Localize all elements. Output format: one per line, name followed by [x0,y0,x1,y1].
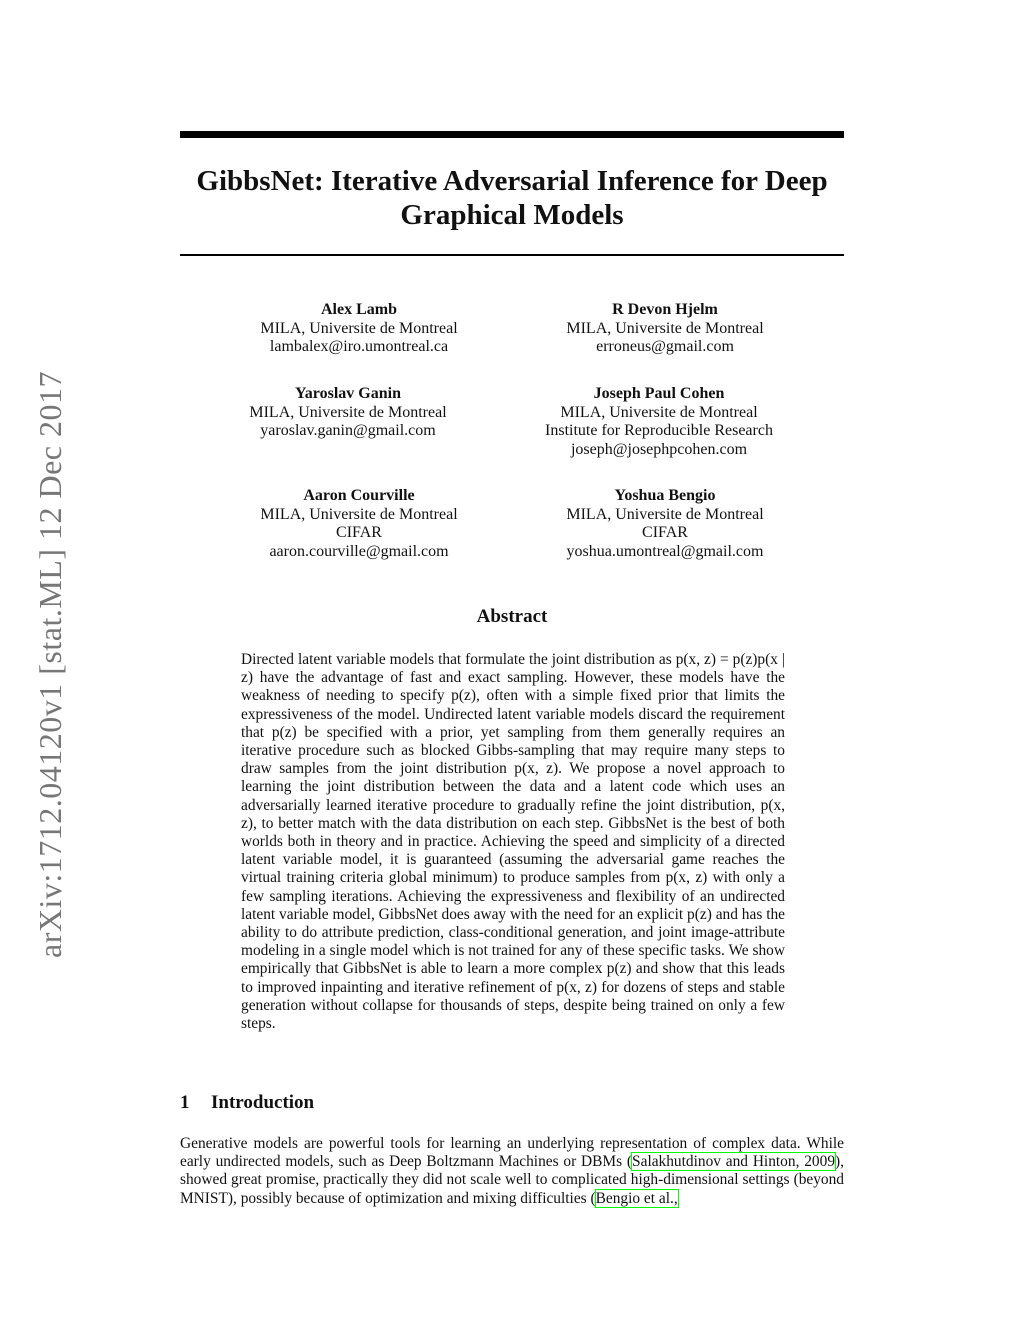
intro-text-part-2: ), showed great promise, practically they did not scale well to complicated high-dimensional settings (beyond MNIST), possibly because of optimization and mixing difficulties ( [180,1153,844,1207]
author-institute: Institute for Reproducible Research [545,422,773,439]
title-rule-bottom [180,254,844,256]
section-title: Introduction [211,1092,315,1113]
abstract-text: Directed latent variable models that formulate the joint distribution as p(x, z) = p(z)p(x | z) have the advantage of fast and exact sampling. However, these models have the weakness of needing to specify p(z), often with a simple fixed prior that limits the expressiveness of the model. Undirected latent variable models discard the requirement that p(z) be specified with a prior, yet sampling from them generally requires an iterative procedure such as blocked Gibbs-sampling that may require many steps to draw samples from the joint distribution p(x, z). We propose a novel approach to learning the joint distribution between the data and a latent code which uses an adversarially learned iterative procedure to gradually refine the joint distribution, p(x, z), to better match with the data distribution on each step. GibbsNet is the best of both worlds both in theory and in practice. Achieving the speed and simplicity of a directed latent variable model, it is guaranteed (assuming the adversarial game reaches the virtual training criteria global minimum) to produce samples from p(x, z) with only a few sampling iterations. Achieving the expressiveness and flexibility of an undirected latent variable model, GibbsNet does away with the need for an explicit p(z) and has the ability to do attribute prediction, class-conditional generation, and joint image-attribute modeling in a single model which is not trained for any of these specific tasks. We show empirically that GibbsNet is able to learn a more complex p(z) and show that this leads to improved inpainting and iterative refinement of p(x, z) for dozens of steps and stable generation without collapse for thousands of steps, despite being trained on only a few steps. [241,651,785,1033]
citation-link-bengio[interactable]: Bengio et al., [595,1189,678,1207]
author-affiliation: MILA, Universite de Montreal [260,505,458,523]
citation-link-salakhutdinov[interactable]: Salakhutdinov and Hinton, 2009 [632,1153,836,1171]
author-email: lambalex@iro.umontreal.ca [269,338,449,355]
author-email: erroneus@gmail.com [596,338,734,355]
title-rule-top [180,131,844,138]
section-heading-introduction [180,1092,314,1114]
section-number: 1 [180,1092,190,1113]
author-name: Alex Lamb [321,301,397,318]
author-block-2 [515,301,815,357]
intro-text-part-1: Generative models are powerful tools for learning an underlying representation of complex data. While early undirected models, such as Deep Boltzmann Machines or DBMs ( [180,1135,844,1171]
author-email: yoshua.umontreal@gmail.com [566,542,764,560]
author-affiliation: MILA, Universite de Montreal [260,319,458,337]
author-affiliation: MILA, Universite de Montreal [560,403,758,421]
author-name: Yaroslav Ganin [295,385,401,402]
author-block-6 [515,487,815,561]
author-email: yaroslav.ganin@gmail.com [260,422,436,439]
author-email: aaron.courville@gmail.com [269,542,449,560]
introduction-text [180,1135,844,1208]
author-name: Yoshua Bengio [614,487,716,504]
author-name: Joseph Paul Cohen [593,385,725,402]
author-institute: CIFAR [642,524,688,541]
author-block-5 [209,487,509,561]
paper-title: GibbsNet: Iterative Adversarial Inference for Deep Graphical Models [196,165,828,231]
author-email: joseph@josephpcohen.com [570,440,748,458]
author-affiliation: MILA, Universite de Montreal [566,319,764,337]
abstract-heading: Abstract [476,606,548,627]
author-name: R Devon Hjelm [612,301,718,318]
author-affiliation: MILA, Universite de Montreal [249,403,447,421]
author-affiliation: MILA, Universite de Montreal [566,505,764,523]
arxiv-identifier: arXiv:1712.04120v1 [stat.ML] 12 Dec 2017 [32,370,68,958]
author-block-4 [509,385,809,459]
author-block-1 [209,301,509,357]
author-name: Aaron Courville [303,487,415,504]
author-block-3 [198,385,498,441]
author-institute: CIFAR [336,524,382,541]
